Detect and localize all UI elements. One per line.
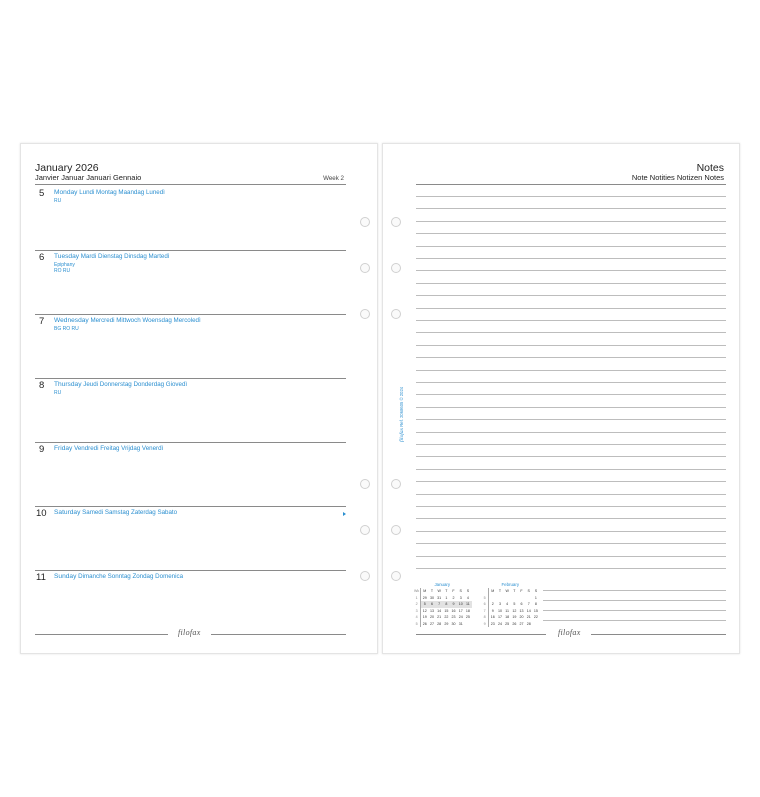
day-name-translations: Dimanche Sonntag Zondag Domenica (78, 573, 184, 580)
calendar-day: 14 (526, 608, 531, 613)
note-line[interactable] (416, 270, 726, 271)
calendar-day: 16 (451, 608, 456, 613)
note-line[interactable] (416, 469, 726, 470)
note-line[interactable] (416, 246, 726, 247)
note-line[interactable] (416, 494, 726, 495)
day-name-translations: Mardi Dienstag Dinsdag Martedì (80, 253, 170, 260)
day-note: Epiphany (54, 262, 75, 268)
note-line[interactable] (543, 620, 726, 621)
calendar-weekday-header: F (452, 589, 455, 593)
day-name-translations: Jeudi Donnerstag Donderdag Giovedì (83, 381, 188, 388)
calendar-day: 30 (451, 621, 456, 626)
calendar-week-number: 7 (481, 608, 489, 615)
note-line[interactable] (543, 610, 726, 611)
punch-hole (360, 479, 370, 489)
note-line[interactable] (416, 568, 726, 569)
calendar-day: 30 (429, 595, 434, 600)
day-name-english: Saturday (54, 509, 81, 516)
mini-calendar-january (413, 582, 472, 627)
day-name-english: Thursday (54, 381, 82, 388)
calendar-day: 22 (533, 615, 538, 619)
day-note: RU (54, 390, 62, 396)
calendar-weekday-header: S (459, 589, 462, 593)
day-name-english: Friday (54, 445, 73, 452)
day-divider (35, 250, 346, 251)
calendar-day: 12 (422, 608, 427, 613)
brand-logo-right: filofax (558, 628, 581, 637)
calendar-day: 22 (444, 615, 449, 619)
day-name-translations: Mercredi Mittwoch Woensdag Mercoledì (90, 317, 201, 324)
note-line[interactable] (416, 481, 726, 482)
note-line[interactable] (416, 518, 726, 519)
note-line[interactable] (416, 432, 726, 433)
notes-page-right (382, 143, 740, 654)
calendar-day: 19 (512, 615, 517, 619)
day-name-translations: Vendredi Freitag Vrijdag Venerdì (74, 445, 164, 452)
punch-hole (360, 525, 370, 535)
mini-calendar-grid (481, 588, 540, 627)
day-divider (35, 314, 346, 315)
day-number: 10 (36, 508, 47, 519)
note-line[interactable] (416, 456, 726, 457)
day-name (54, 573, 183, 580)
calendar-day: 31 (437, 595, 442, 600)
calendar-day: 17 (458, 608, 463, 613)
calendar-day: 1 (445, 595, 448, 600)
day-number: 8 (39, 380, 45, 391)
note-line[interactable] (416, 444, 726, 445)
day-divider (35, 570, 346, 571)
note-line[interactable] (416, 320, 726, 321)
punch-hole (360, 263, 370, 273)
calendar-day: 15 (444, 608, 449, 613)
brand-logo-left: filofax (178, 628, 201, 637)
calendar-day: 4 (506, 602, 509, 606)
mini-calendar-grid (413, 588, 472, 627)
day-number: 5 (39, 188, 45, 199)
note-line[interactable] (416, 394, 726, 395)
day-name (54, 189, 165, 196)
note-line[interactable] (416, 506, 726, 507)
mini-calendar-title: February (501, 582, 520, 587)
day-divider (35, 442, 346, 443)
footer-rule-right (591, 634, 726, 635)
calendar-day: 14 (437, 608, 442, 613)
calendar-day: 28 (437, 621, 442, 626)
day-name-english: Wednesday (54, 317, 89, 324)
note-line[interactable] (416, 543, 726, 544)
mini-calendar-february (481, 582, 540, 627)
punch-hole (360, 309, 370, 319)
calendar-day: 16 (490, 615, 495, 619)
day-name-english: Monday (54, 189, 78, 196)
calendar-day: 21 (437, 615, 442, 619)
calendar-week-number: 2 (413, 601, 421, 608)
notes-subtitle: Note Notities Notizen Notes (631, 173, 724, 182)
day-note: BG RO RU (54, 326, 79, 332)
calendar-day: 19 (422, 615, 427, 619)
day-name (54, 445, 163, 452)
day-number: 7 (39, 316, 45, 327)
calendar-week-number: 3 (413, 608, 421, 615)
calendar-weekday-header: S (527, 589, 530, 593)
calendar-day: 5 (421, 601, 429, 608)
footer-rule-left (35, 634, 168, 635)
note-line[interactable] (416, 345, 726, 346)
mini-calendar-title: January (434, 582, 451, 587)
calendar-day: 2 (491, 602, 494, 606)
calendar-day: 8 (534, 602, 537, 606)
calendar-day: 25 (505, 621, 510, 626)
day-name-translations: Lundi Montag Maandag Lunedì (79, 189, 165, 196)
calendar-day: 3 (498, 602, 501, 606)
footer-rule-left (416, 634, 546, 635)
calendar-week-number: 9 (481, 621, 489, 628)
calendar-day: 10 (497, 608, 502, 613)
reference-code: Ref. 2068605 © 2024 (399, 386, 404, 427)
calendar-week-number: 6 (481, 601, 489, 608)
month-title: January 2026 (35, 162, 99, 174)
calendar-day: 27 (429, 621, 434, 626)
day-divider (35, 378, 346, 379)
note-line[interactable] (416, 531, 726, 532)
notes-title: Notes (696, 162, 724, 174)
calendar-day: 11 (466, 602, 470, 606)
day-note: RU (54, 198, 62, 204)
calendar-day: 6 (428, 601, 435, 608)
punch-hole (391, 479, 401, 489)
day-name-english: Tuesday (54, 253, 80, 260)
note-line[interactable] (416, 407, 726, 408)
calendar-day: 3 (459, 595, 462, 600)
month-subtitle: Janvier Januar Januari Gennaio (35, 173, 142, 182)
calendar-day: 5 (513, 602, 516, 606)
calendar-day: 27 (519, 621, 524, 626)
calendar-day: 20 (519, 615, 524, 619)
punch-hole (360, 571, 370, 581)
day-number: 6 (39, 252, 45, 263)
diary-page-left (20, 143, 378, 654)
note-line[interactable] (416, 196, 726, 197)
calendar-day: 11 (505, 608, 510, 613)
calendar-day: 29 (444, 621, 449, 626)
note-line[interactable] (416, 283, 726, 284)
note-line[interactable] (416, 233, 726, 234)
calendar-weekday-header: T (430, 589, 434, 593)
calendar-week-number: 5 (413, 621, 421, 628)
calendar-weekday-header: M (491, 589, 495, 593)
calendar-weekday-header: T (513, 589, 516, 593)
day-note: RO RU (54, 268, 71, 274)
punch-hole (391, 263, 401, 273)
page-turn-arrow-icon[interactable] (343, 512, 346, 516)
calendar-week-number: 4 (413, 614, 421, 621)
note-line[interactable] (416, 370, 726, 371)
punch-hole (391, 309, 401, 319)
day-number: 11 (36, 572, 46, 583)
calendar-weekday-header: W (437, 589, 441, 593)
punch-hole (391, 571, 401, 581)
punch-hole (360, 217, 370, 227)
day-number: 9 (39, 444, 45, 455)
calendar-day: 9 (450, 601, 457, 608)
note-line[interactable] (416, 382, 726, 383)
day-name (54, 253, 170, 260)
day-divider (35, 506, 346, 507)
day-name-english: Sunday (54, 573, 77, 580)
day-name (54, 509, 177, 516)
calendar-week-number: 8 (481, 614, 489, 621)
calendar-day (532, 621, 539, 628)
calendar-weekday-header: S (534, 589, 538, 593)
calendar-day: 12 (512, 608, 517, 613)
calendar-weekday-header: M (423, 589, 427, 593)
punch-hole (391, 217, 401, 227)
calendar-day: 18 (465, 608, 470, 613)
note-line[interactable] (416, 208, 726, 209)
calendar-week-number: 1 (413, 595, 421, 602)
calendar-day: 15 (533, 608, 538, 613)
note-line[interactable] (543, 600, 726, 601)
calendar-day: 8 (443, 601, 450, 608)
note-line[interactable] (416, 221, 726, 222)
calendar-day: 31 (458, 621, 463, 626)
calendar-day: 24 (497, 621, 502, 626)
calendar-weekday-header: Wk (413, 589, 420, 593)
note-line[interactable] (416, 258, 726, 259)
calendar-day: 9 (491, 608, 494, 613)
calendar-weekday-header: S (466, 589, 470, 593)
day-name (54, 317, 201, 324)
note-line[interactable] (416, 332, 726, 333)
calendar-week-number: 5 (481, 595, 489, 602)
notes-header-rule (416, 184, 726, 185)
calendar-day: 29 (422, 595, 427, 600)
side-brand-logo: filofax (399, 427, 405, 442)
calendar-day: 2 (452, 595, 455, 600)
day-name-translations: Samedi Samstag Zaterdag Sabato (82, 509, 178, 516)
publisher-imprint (399, 387, 405, 442)
calendar-day: 26 (512, 621, 517, 626)
calendar-day (464, 621, 471, 628)
calendar-day: 10 (458, 602, 463, 606)
week-label: Week 2 (323, 175, 344, 182)
calendar-weekday-header: F (520, 589, 523, 593)
calendar-day: 20 (429, 615, 434, 619)
calendar-day: 13 (429, 608, 434, 613)
note-line[interactable] (416, 556, 726, 557)
note-line[interactable] (416, 295, 726, 296)
calendar-day: 18 (505, 615, 510, 619)
calendar-day: 23 (490, 621, 495, 626)
day-name (54, 381, 187, 388)
calendar-weekday-header: T (498, 589, 502, 593)
calendar-day: 17 (497, 615, 502, 619)
note-line[interactable] (416, 419, 726, 420)
calendar-day: 13 (519, 608, 524, 613)
calendar-day: 7 (436, 601, 443, 608)
punch-hole (391, 525, 401, 535)
footer-rule-right (211, 634, 346, 635)
calendar-day: 23 (451, 615, 456, 619)
calendar-day: 26 (422, 621, 427, 626)
calendar-day: 1 (534, 595, 537, 600)
calendar-day: 7 (527, 602, 530, 606)
note-line[interactable] (543, 590, 726, 591)
header-rule (35, 184, 346, 185)
calendar-weekday-header: W (505, 589, 509, 593)
calendar-day: 28 (526, 621, 531, 626)
calendar-day: 4 (466, 595, 469, 600)
calendar-weekday-header: T (445, 589, 448, 593)
calendar-day: 24 (458, 615, 463, 619)
calendar-day: 6 (520, 602, 523, 606)
note-line[interactable] (416, 357, 726, 358)
calendar-day: 21 (526, 615, 531, 619)
calendar-day: 25 (465, 615, 470, 619)
note-line[interactable] (416, 308, 726, 309)
